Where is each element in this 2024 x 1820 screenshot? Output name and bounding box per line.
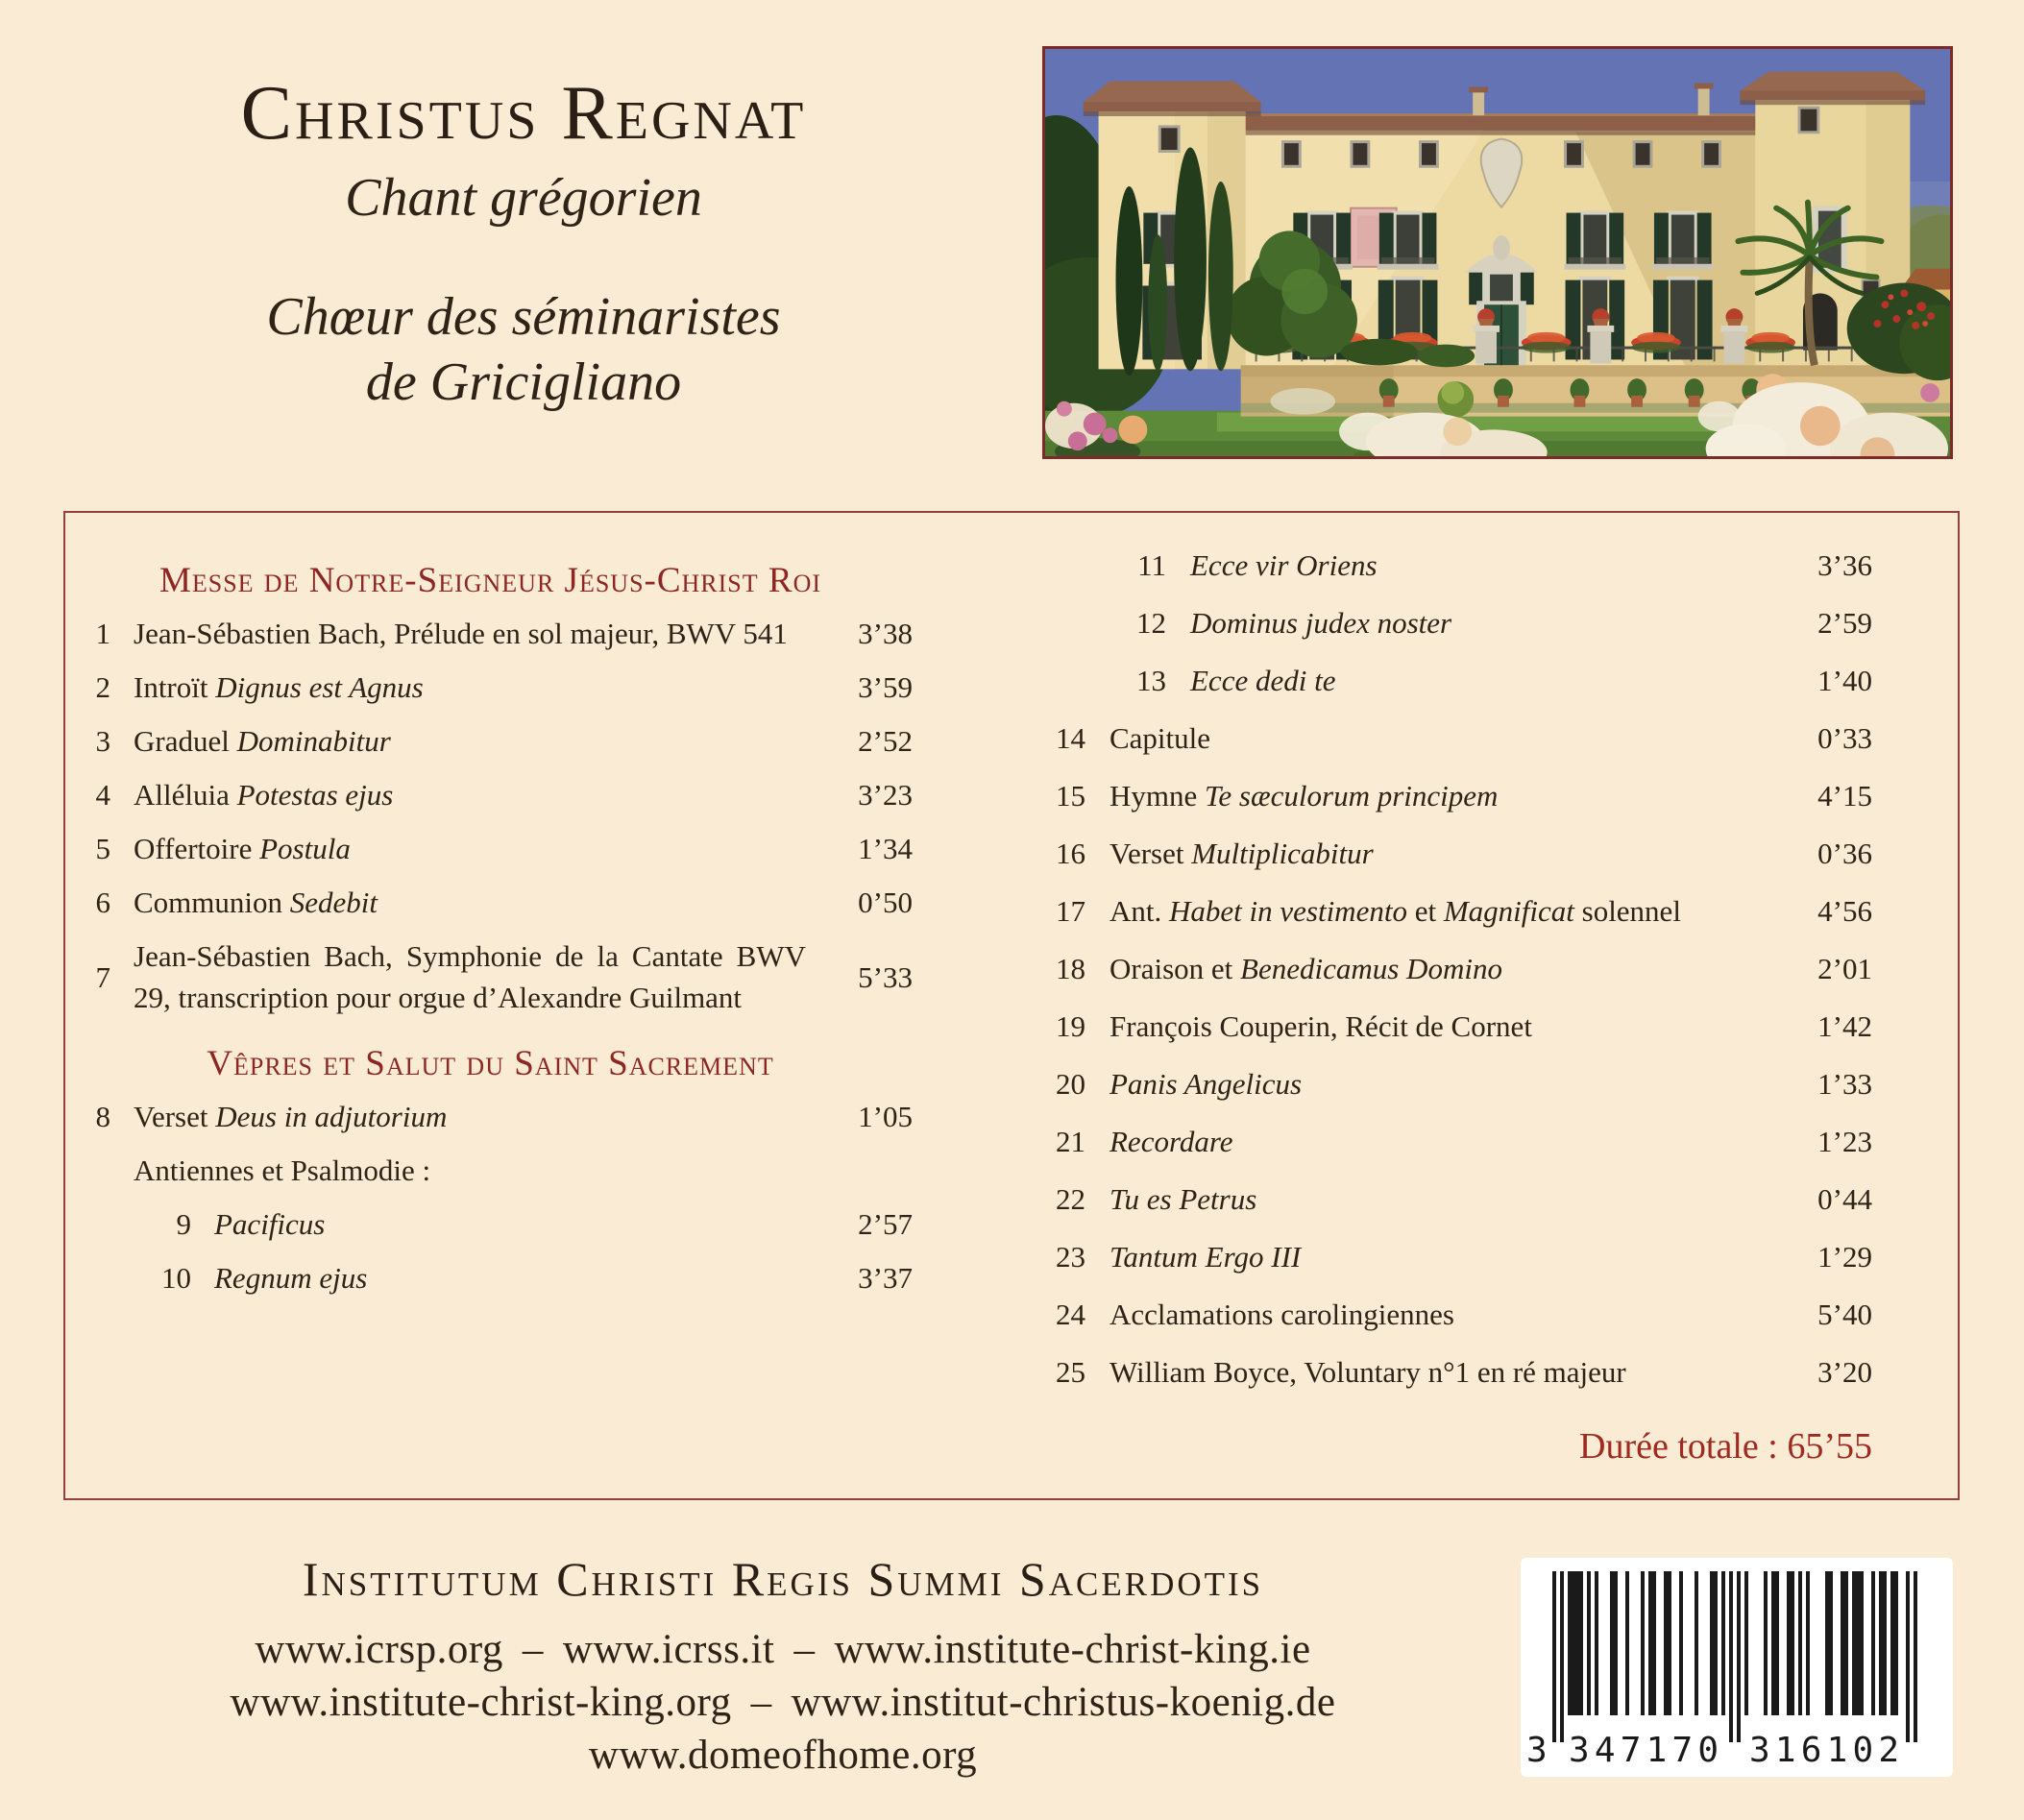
- track-row: [1043, 1170, 1872, 1227]
- separator-dash: –: [750, 1680, 772, 1725]
- track-title: [1110, 1294, 1776, 1335]
- track-number: 22: [1056, 1181, 1085, 1216]
- track-title: [1110, 890, 1776, 932]
- track-row: [68, 613, 913, 654]
- track-title-italic: Dominabitur: [236, 724, 391, 758]
- track-title: [1110, 1236, 1776, 1277]
- track-row: [1043, 1343, 1872, 1400]
- track-title: [1110, 1006, 1776, 1047]
- track-title: [1190, 660, 1776, 701]
- track-number: 15: [1056, 778, 1085, 813]
- track-duration: 2’59: [1817, 605, 1872, 640]
- track-duration: 3’20: [1817, 1354, 1872, 1389]
- website-url: www.institute-christ-king.org: [230, 1680, 732, 1725]
- track-number: 14: [1056, 720, 1085, 755]
- track-number: 1: [95, 617, 110, 650]
- track-row: [1043, 997, 1872, 1055]
- total-duration-value: 65’55: [1787, 1426, 1872, 1467]
- track-duration: 3’38: [858, 617, 913, 650]
- track-title-italic: Panis Angelicus: [1110, 1066, 1303, 1101]
- track-row: [68, 882, 913, 923]
- track-row: [68, 667, 913, 708]
- barcode-digits-group2: 316102: [1749, 1731, 1899, 1770]
- performer-block: [115, 284, 932, 415]
- track-title: [1110, 1121, 1776, 1162]
- track-row: [1043, 536, 1872, 594]
- track-duration: 0’33: [1817, 720, 1872, 755]
- track-title-roman: Jean-Sébastien Bach, Symphonie de la Cantate BWV 29, transcription pour orgue d’Alexandre Guilmant: [134, 939, 806, 1014]
- track-title-italic: Te sæculorum principem: [1205, 778, 1499, 813]
- track-title-italic: Tantum Ergo III: [1110, 1239, 1302, 1274]
- website-url: www.icrsp.org: [255, 1627, 503, 1672]
- track-row: [68, 774, 913, 815]
- barcode-digit-first: 3: [1526, 1731, 1548, 1770]
- track-title: [134, 935, 817, 1018]
- track-title: [214, 1203, 817, 1245]
- institute-name: Institutum Christi Regis Summi Sacerdotis: [302, 1552, 1264, 1606]
- track-row: [1043, 1112, 1872, 1170]
- url-line: [67, 1729, 1499, 1782]
- track-title-italic: Deus in adjutorium: [215, 1100, 448, 1133]
- barcode-bars: [1552, 1571, 1917, 1742]
- track-number: 13: [1136, 663, 1166, 697]
- track-duration: 2’01: [1817, 951, 1872, 985]
- tracklist-box: [63, 511, 1960, 1500]
- website-url: www.icrss.it: [562, 1627, 775, 1672]
- track-title-roman: François Couperin, Récit de Cornet: [1110, 1008, 1532, 1043]
- track-duration: 1’29: [1817, 1239, 1872, 1274]
- track-number: 16: [1056, 836, 1085, 870]
- track-duration: 4’15: [1817, 778, 1872, 813]
- track-number: 11: [1137, 547, 1166, 582]
- track-title-italic: Dignus est Agnus: [215, 670, 424, 704]
- track-title-italic: Ecce vir Oriens: [1190, 547, 1378, 582]
- track-row: [68, 1096, 913, 1137]
- performer-line-1: Chœur des séminaristes: [266, 286, 781, 347]
- track-duration: 1’23: [1817, 1124, 1872, 1158]
- track-duration: 2’57: [858, 1207, 913, 1241]
- track-duration: 0’36: [1817, 836, 1872, 870]
- track-number: 25: [1056, 1354, 1085, 1389]
- track-duration: 0’50: [858, 886, 913, 919]
- track-number: 21: [1056, 1124, 1085, 1158]
- track-title-italic: Ecce dedi te: [1190, 663, 1336, 697]
- track-row: [68, 935, 913, 1018]
- album-subtitle: Chant grégorien: [345, 167, 702, 228]
- track-duration: 3’36: [1817, 547, 1872, 582]
- track-number: 18: [1056, 951, 1085, 985]
- track-duration: 2’52: [858, 724, 913, 758]
- track-title-italic: Dominus judex noster: [1190, 605, 1452, 640]
- track-row: [1043, 1285, 1872, 1343]
- track-duration: 5’40: [1817, 1297, 1872, 1331]
- track-duration: 3’59: [858, 670, 913, 704]
- track-duration: 1’05: [858, 1100, 913, 1133]
- tracklist-column-right: [1043, 536, 1872, 1468]
- total-duration: [1043, 1425, 1872, 1468]
- separator-dash: –: [793, 1627, 816, 1672]
- track-duration: 1’34: [858, 832, 913, 865]
- track-row: [68, 828, 913, 869]
- barcode-digits-group1: 347170: [1569, 1731, 1719, 1770]
- track-number: 7: [95, 959, 110, 994]
- track-title-italic: Sedebit: [289, 886, 378, 919]
- track-number: 10: [161, 1261, 191, 1295]
- track-row: [1043, 766, 1872, 824]
- track-title-italic: Pacificus: [214, 1207, 326, 1241]
- track-title-roman: William Boyce, Voluntary n°1 en ré majeur: [1110, 1354, 1626, 1389]
- track-title: [134, 613, 817, 654]
- tracklist-column-left: [68, 562, 913, 1298]
- villa-photo: [1042, 46, 1953, 459]
- track-title-italic: Potestas ejus: [236, 778, 394, 812]
- track-title: [1110, 833, 1776, 874]
- track-title: [1110, 948, 1776, 989]
- track-row: [1043, 1227, 1872, 1285]
- track-row: [1043, 939, 1872, 997]
- track-number: 5: [95, 832, 110, 865]
- track-number: 3: [95, 724, 110, 758]
- track-row: [1043, 651, 1872, 709]
- villa-photo-illustration: [1045, 49, 1950, 456]
- track-title: [134, 720, 817, 762]
- track-number: 23: [1056, 1239, 1085, 1274]
- track-duration: 0’44: [1817, 1181, 1872, 1216]
- track-row: [68, 1203, 913, 1245]
- track-duration: 4’56: [1817, 893, 1872, 928]
- track-title: [134, 667, 817, 708]
- track-title: [1110, 1351, 1776, 1393]
- track-row: [68, 720, 913, 762]
- track-title-roman: Graduel: [134, 724, 237, 758]
- track-title-roman: Acclamations carolingiennes: [1110, 1297, 1454, 1331]
- track-number: 9: [176, 1207, 191, 1241]
- track-title: [1110, 717, 1776, 759]
- track-title: [1110, 1178, 1776, 1220]
- track-number: 2: [95, 670, 110, 704]
- track-title-roman: Verset: [134, 1100, 216, 1133]
- track-title-italic: Tu es Petrus: [1110, 1181, 1257, 1216]
- track-title: [1190, 545, 1776, 586]
- track-title: [1190, 602, 1776, 643]
- track-title-roman: solennel: [1573, 893, 1681, 928]
- track-title: [1110, 1063, 1776, 1104]
- track-title-roman: et: [1406, 893, 1444, 928]
- track-title-roman: Communion: [134, 886, 290, 919]
- track-number: 24: [1056, 1297, 1085, 1331]
- track-title-roman: Alléluia: [134, 778, 237, 812]
- track-title-roman: Oraison et: [1110, 951, 1241, 985]
- total-duration-label: Durée totale :: [1579, 1426, 1788, 1467]
- track-title-italic: Habet in vestimento: [1169, 893, 1407, 928]
- track-number: 6: [95, 886, 110, 919]
- url-line: [67, 1676, 1499, 1729]
- track-row: [68, 1257, 913, 1298]
- track-number: 17: [1056, 893, 1085, 928]
- track-title: [134, 774, 817, 815]
- track-title-italic: Multiplicabitur: [1191, 836, 1374, 870]
- track-title-roman: Offertoire: [134, 832, 260, 865]
- track-duration: 3’37: [858, 1261, 913, 1295]
- footer-block: [67, 1548, 1499, 1782]
- track-title-roman: Introït: [134, 670, 216, 704]
- album-title: Christus Regnat: [240, 71, 807, 156]
- track-row: [1043, 882, 1872, 939]
- track-row: [1043, 1055, 1872, 1112]
- track-title: [134, 828, 817, 869]
- track-duration: 1’42: [1817, 1008, 1872, 1043]
- track-number: 20: [1056, 1066, 1085, 1101]
- tracklist-rows-right: [1043, 536, 1872, 1400]
- track-number: 12: [1136, 605, 1166, 640]
- track-title-roman: Hymne: [1110, 778, 1206, 813]
- track-duration: 3’23: [858, 778, 913, 812]
- barcode-graphic: [1521, 1558, 1953, 1777]
- website-url: www.institut-christus-koenig.de: [791, 1680, 1336, 1725]
- track-number: 19: [1056, 1008, 1085, 1043]
- track-title-italic: Regnum ejus: [214, 1261, 368, 1295]
- section-header: Messe de Notre-Seigneur Jésus-Christ Roi: [159, 561, 822, 600]
- track-title-italic: Magnificat: [1443, 893, 1574, 928]
- track-title-roman: Ant.: [1110, 893, 1169, 928]
- track-title: [134, 882, 817, 923]
- track-duration: 5’33: [858, 959, 913, 994]
- track-title: [1110, 775, 1776, 816]
- website-url: www.domeofhome.org: [588, 1733, 978, 1778]
- performer-line-2: de Gricigliano: [365, 352, 682, 412]
- track-duration: 1’40: [1817, 663, 1872, 697]
- track-row: [1043, 594, 1872, 651]
- track-title-italic: Benedicamus Domino: [1240, 951, 1502, 985]
- track-number: 4: [95, 778, 110, 812]
- website-urls: [67, 1623, 1499, 1782]
- track-row: [1043, 709, 1872, 766]
- url-line: [67, 1623, 1499, 1676]
- track-title: [214, 1257, 817, 1298]
- separator-dash: –: [522, 1627, 544, 1672]
- track-duration: 1’33: [1817, 1066, 1872, 1101]
- section-header: Vêpres et Salut du Saint Sacrement: [207, 1044, 774, 1083]
- track-title-roman: Jean-Sébastien Bach, Prélude en sol majeur, BWV 541: [134, 617, 788, 650]
- track-title-roman: Capitule: [1110, 720, 1211, 755]
- website-url: www.institute-christ-king.ie: [834, 1627, 1311, 1672]
- track-row: [1043, 824, 1872, 882]
- barcode: [1521, 1558, 1953, 1777]
- track-number: 8: [95, 1100, 110, 1133]
- track-title-italic: Recordare: [1110, 1124, 1233, 1158]
- villa-building: [1084, 72, 1925, 370]
- track-title-italic: Postula: [259, 832, 351, 865]
- track-title: [134, 1096, 817, 1137]
- title-block: [115, 71, 932, 415]
- track-title-roman: Verset: [1110, 836, 1192, 870]
- sub-heading: Antiennes et Psalmodie :: [134, 1153, 431, 1187]
